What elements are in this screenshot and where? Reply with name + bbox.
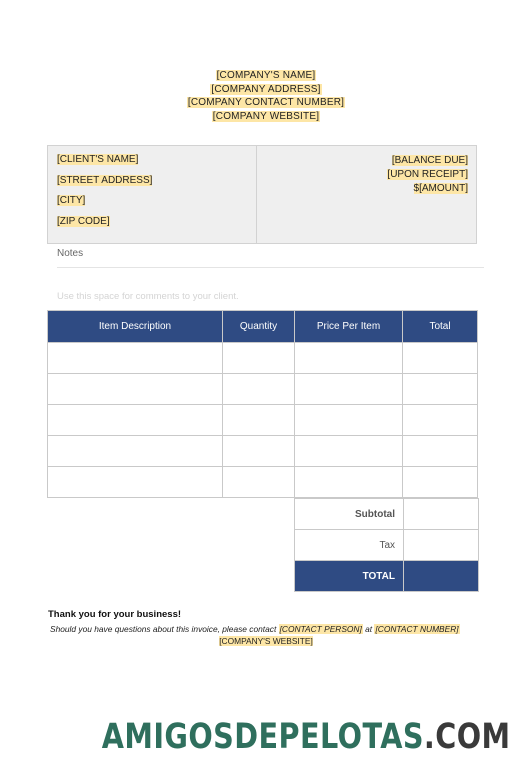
header-price-per-item: Price Per Item: [295, 311, 403, 343]
notes-label: Notes: [57, 248, 84, 259]
subtotal-row: [295, 499, 479, 530]
contact-person: [CONTACT PERSON]: [279, 624, 362, 634]
table-cell[interactable]: [403, 374, 478, 405]
tax-value[interactable]: [404, 530, 479, 561]
total-label: TOTAL: [295, 561, 404, 592]
website-line: [0, 636, 532, 646]
balance-amount: $[AMOUNT]: [413, 183, 468, 194]
table-cell[interactable]: [295, 467, 403, 498]
balance-due-label: [BALANCE DUE]: [391, 155, 468, 166]
client-city: [CITY]: [57, 195, 86, 206]
table-cell[interactable]: [48, 405, 223, 436]
header-total: Total: [403, 311, 478, 343]
notes-input[interactable]: Use this space for comments to your client.: [57, 291, 239, 302]
table-cell[interactable]: [403, 436, 478, 467]
table-cell[interactable]: [48, 343, 223, 374]
notes-divider: [57, 267, 484, 268]
table-row: [48, 467, 478, 498]
table-cell[interactable]: [295, 436, 403, 467]
table-row: [48, 436, 478, 467]
company-address: [COMPANY ADDRESS]: [211, 83, 321, 95]
items-table: [47, 310, 478, 498]
table-cell[interactable]: [403, 343, 478, 374]
table-cell[interactable]: [223, 343, 295, 374]
company-website: [COMPANY WEBSITE]: [212, 110, 320, 122]
client-box-divider: [256, 146, 257, 243]
table-cell[interactable]: [223, 374, 295, 405]
table-cell[interactable]: [223, 436, 295, 467]
tax-row: [295, 530, 479, 561]
table-cell[interactable]: [223, 405, 295, 436]
table-row: [48, 405, 478, 436]
question-text: Should you have questions about this invoice, please contact: [50, 624, 277, 634]
balance-details: [387, 154, 468, 196]
table-cell[interactable]: [48, 467, 223, 498]
client-details: [57, 154, 152, 236]
table-cell[interactable]: [295, 343, 403, 374]
contact-line: [50, 624, 460, 634]
table-row: [48, 343, 478, 374]
items-table-header: [48, 311, 478, 343]
total-value[interactable]: [404, 561, 479, 592]
company-website-footer: [COMPANY'S WEBSITE]: [219, 636, 313, 646]
table-cell[interactable]: [403, 405, 478, 436]
watermark-brand: AMIGOSDEPELOTAS: [101, 717, 424, 757]
thanks-message: Thank you for your business!: [48, 609, 182, 620]
header-item-description: Item Description: [48, 311, 223, 343]
client-zip: [ZIP CODE]: [57, 215, 110, 227]
table-cell[interactable]: [48, 436, 223, 467]
tax-label: Tax: [295, 530, 404, 561]
at-text: at: [365, 624, 373, 634]
total-row: [295, 561, 479, 592]
totals-table: [294, 498, 479, 592]
table-cell[interactable]: [295, 374, 403, 405]
balance-terms: [UPON RECEIPT]: [387, 169, 468, 180]
subtotal-value[interactable]: [404, 499, 479, 530]
table-cell[interactable]: [403, 467, 478, 498]
contact-number: [CONTACT NUMBER]: [375, 624, 459, 634]
table-cell[interactable]: [295, 405, 403, 436]
watermark-logo: [101, 713, 510, 761]
table-row: [48, 374, 478, 405]
client-info-box: [47, 145, 477, 244]
company-contact-number: [COMPANY CONTACT NUMBER]: [187, 97, 345, 109]
company-name: [COMPANY'S NAME]: [216, 70, 316, 81]
subtotal-label: Subtotal: [295, 499, 404, 530]
client-street: [STREET ADDRESS]: [57, 174, 153, 186]
watermark-tld: .COM: [423, 717, 510, 757]
header-quantity: Quantity: [223, 311, 295, 343]
table-cell[interactable]: [223, 467, 295, 498]
table-cell[interactable]: [48, 374, 223, 405]
company-header: [0, 69, 532, 123]
client-name: [CLIENT'S NAME]: [57, 154, 139, 165]
